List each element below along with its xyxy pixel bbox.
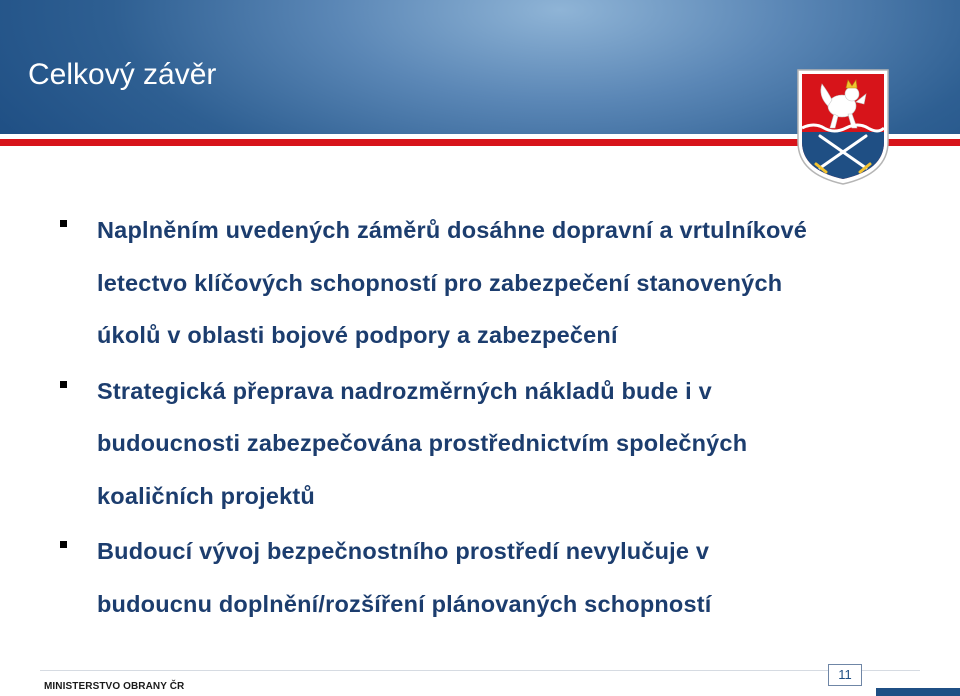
- page-number: 11: [828, 664, 862, 686]
- footer-divider: [40, 670, 920, 671]
- square-bullet-icon: [60, 220, 67, 227]
- square-bullet-icon: [60, 381, 67, 388]
- bullet-item: [60, 525, 920, 630]
- bullet-line: Budoucí vývoj bezpečnostního prostředí nevylučuje v: [97, 538, 710, 564]
- bullet-item: [60, 204, 920, 362]
- bullet-line: Naplněním uvedených záměrů dosáhne dopravní a vrtulníkové: [97, 217, 808, 243]
- coat-of-arms-icon: [794, 66, 892, 186]
- bullet-line: Strategická přeprava nadrozměrných nákladů bude i v: [97, 377, 712, 404]
- square-bullet-icon: [60, 541, 67, 548]
- bullet-line: budoucnosti zabezpečována prostřednictvím společných: [97, 430, 748, 456]
- bullet-line: letectvo klíčových schopností pro zabezpečení stanovených: [97, 269, 783, 296]
- bullet-line: úkolů v oblasti bojové podpory a zabezpečení: [97, 322, 618, 348]
- ministry-label: MINISTERSTVO OBRANY ČR: [44, 681, 185, 692]
- slide-title: Celkový závěr: [28, 58, 217, 91]
- bullet-list: [60, 204, 920, 633]
- bullet-line: koaličních projektů: [97, 482, 315, 509]
- bullet-line: budoucnu doplnění/rozšíření plánovaných schopností: [97, 590, 712, 617]
- bullet-item: [60, 365, 920, 523]
- footer-corner-bar: [876, 688, 960, 696]
